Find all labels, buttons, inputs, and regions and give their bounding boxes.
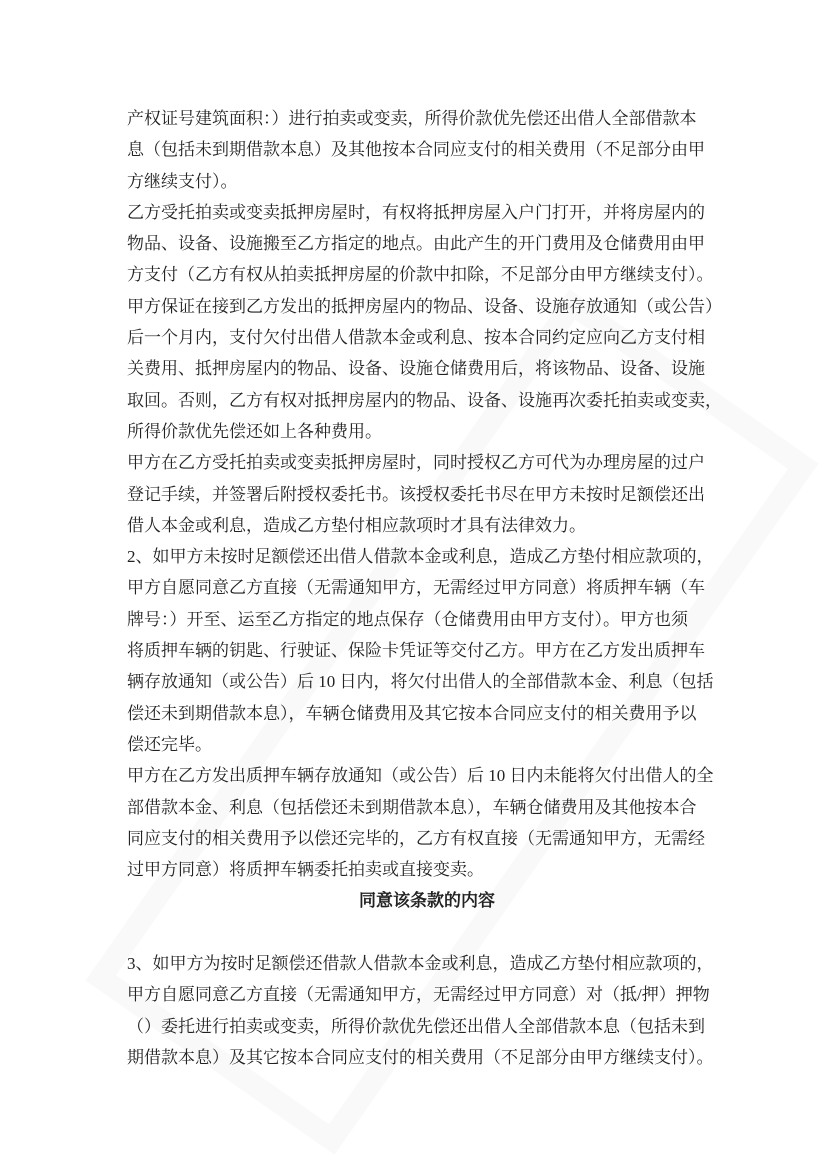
text-line: 2、如甲方未按时足额偿还出借人借款本金或利息，造成乙方垫付相应款项的， xyxy=(127,547,714,567)
text-line: 产权证号建筑面积：）进行拍卖或变卖，所得价款优先偿还出借人全部借款本 xyxy=(127,109,697,128)
text-line: 辆存放通知（或公告）后 10 日内，将欠付出借人的全部借款本金、利息（包括 xyxy=(127,672,714,692)
paragraph xyxy=(127,197,727,291)
text-line: 方继续支付）。 xyxy=(127,171,238,191)
text-line: 借人本金或利息，造成乙方垫付相应款项时才具有法律效力。 xyxy=(127,515,586,535)
clause-section xyxy=(127,103,727,885)
paragraph xyxy=(127,447,727,541)
text-line: 甲方在乙方发出质押车辆存放通知（或公告）后 10 日内未能将欠付出借人的全 xyxy=(127,766,714,786)
text-line: 部借款本金、利息（包括偿还未到期借款本息），车辆仓储费用及其他按本合 xyxy=(127,797,697,817)
text-line: 方支付（乙方有权从拍卖抵押房屋的价款中扣除，不足部分由甲方继续支付）。 xyxy=(127,265,714,285)
section-heading: 同意该条款的内容 xyxy=(359,891,495,911)
text-line: 将质押车辆的钥匙、行驶证、保险卡凭证等交付乙方。甲方在乙方发出质押车 xyxy=(127,641,705,661)
text-line: 关费用、抵押房屋内的物品、设备、设施仓储费用后，将该物品、设备、设施 xyxy=(127,359,705,379)
clause-section-3 xyxy=(127,948,727,1073)
text-line: 甲方保证在接到乙方发出的抵押房屋内的物品、设备、设施存放通知（或公告） xyxy=(127,296,722,316)
text-line: 乙方受托拍卖或变卖抵押房屋时，有权将抵押房屋入户门打开，并将房屋内的 xyxy=(127,202,705,222)
text-line: 3、如甲方为按时足额偿还借款人借款本金或利息，造成乙方垫付相应款项的， xyxy=(127,954,714,974)
text-line: 偿还完毕。 xyxy=(127,734,212,754)
text-line: 甲方自愿同意乙方直接（无需通知甲方，无需经过甲方同意）对（抵/押）押物 xyxy=(127,985,710,1005)
text-line: 取回。否则，乙方有权对抵押房屋内的物品、设备、设施再次委托拍卖或变卖， xyxy=(127,390,722,410)
paragraph xyxy=(127,291,727,447)
text-line: 同应支付的相关费用予以偿还完毕的，乙方有权直接（无需通知甲方，无需经 xyxy=(127,828,705,848)
text-line: 偿还未到期借款本息），车辆仓储费用及其它按本合同应支付的相关费用予以 xyxy=(127,703,697,723)
paragraph xyxy=(127,760,727,885)
text-line: 所得价款优先偿还如上各种费用。 xyxy=(127,421,382,441)
text-line: 息（包括未到期借款本息）及其他按本合同应支付的相关费用（不足部分由甲 xyxy=(127,140,705,160)
text-line: 甲方在乙方受托拍卖或变卖抵押房屋时，同时授权乙方可代为办理房屋的过户 xyxy=(127,453,705,473)
text-line: 登记手续，并签署后附授权委托书。该授权委托书尽在甲方未按时足额偿还出 xyxy=(127,484,705,504)
blank-line xyxy=(127,917,727,948)
paragraph xyxy=(127,948,727,1073)
text-line: 牌号：）开至、运至乙方指定的地点保存（仓储费用由甲方支付）。甲方也须 xyxy=(127,609,688,629)
text-line: 期借款本息）及其它按本合同应支付的相关费用（不足部分由甲方继续支付）。 xyxy=(127,1047,714,1067)
text-line: （）委托进行拍卖或变卖，所得价款优先偿还出借人全部借款本息（包括未到 xyxy=(127,1016,705,1036)
text-line: 甲方自愿同意乙方直接（无需通知甲方，无需经过甲方同意）将质押车辆（车 xyxy=(127,578,705,598)
text-line: 过甲方同意）将质押车辆委托拍卖或直接变卖。 xyxy=(127,860,484,880)
paragraph xyxy=(127,541,727,760)
text-line: 后一个月内，支付欠付出借人借款本金或利息、按本合同约定应向乙方支付相 xyxy=(127,328,705,348)
document-body xyxy=(127,103,727,1073)
text-line: 物品、设备、设施搬至乙方指定的地点。由此产生的开门费用及仓储费用由甲 xyxy=(127,234,705,254)
paragraph xyxy=(127,103,727,197)
